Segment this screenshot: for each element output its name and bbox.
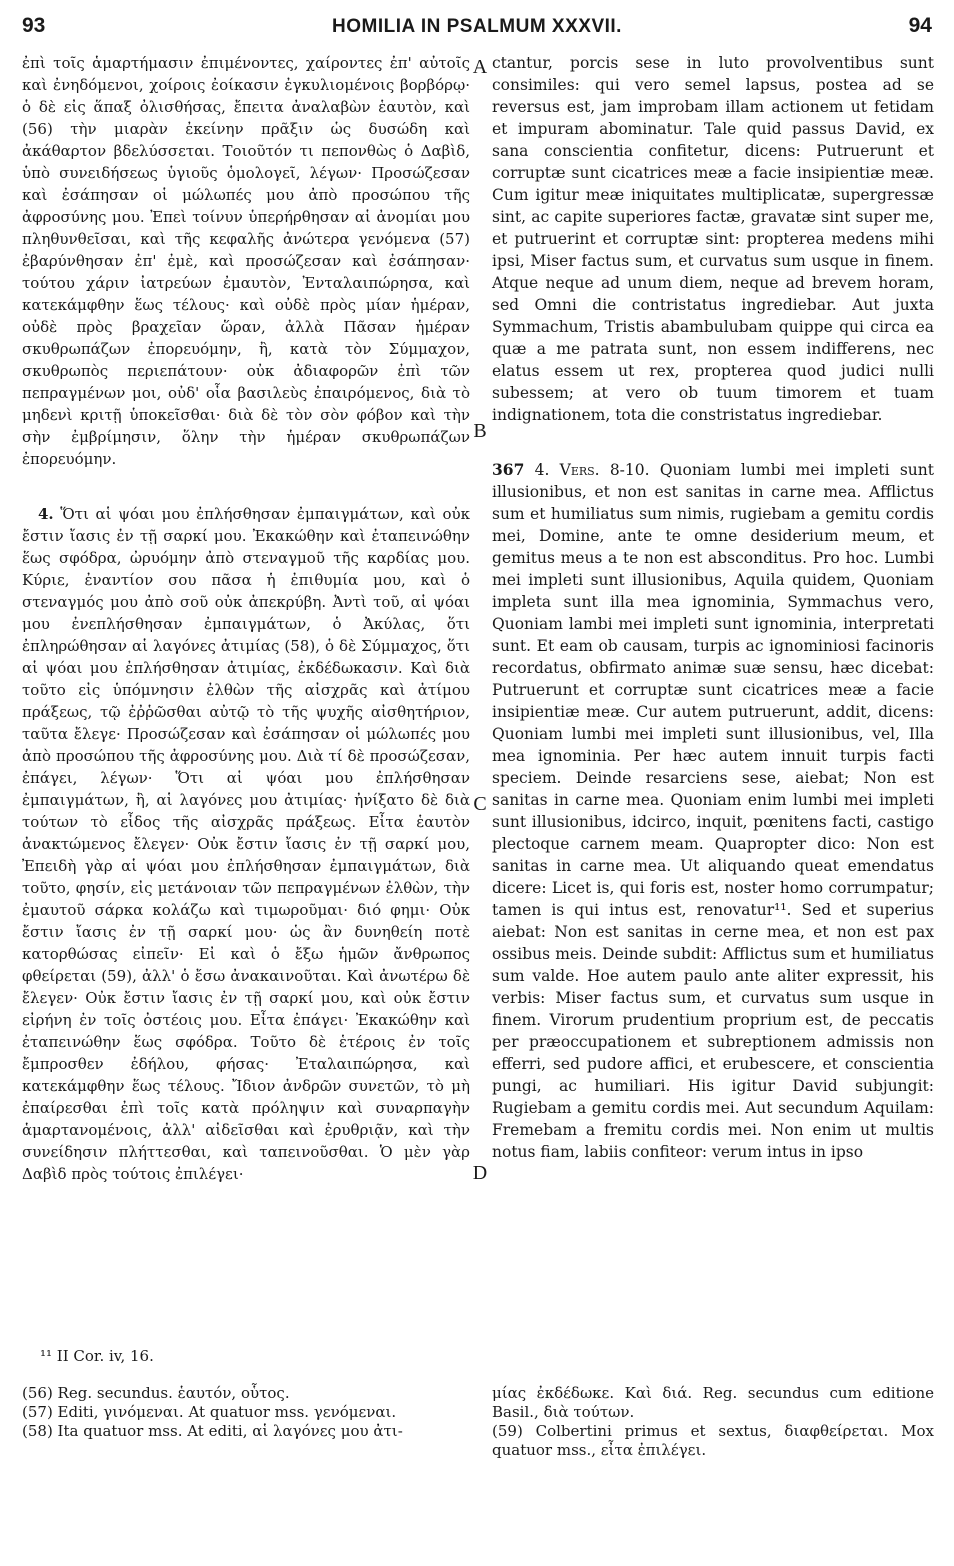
- running-title: HOMILIA IN PSALMUM XXXVII.: [332, 16, 622, 37]
- latin-paragraph-2-text: Quoniam lumbi mei impleti sunt illusionibus, et non est sanitas in carne mea. Afflictus sum et humiliatus sum nimis, rugiebam a gemitu cordis mei, Domine, ante te omne desiderium meum, et gemitus meus a te non est absconditus. Pro hoc. Lumbi mei impleti sunt illusionibus, Aquila quidem, Quoniam impleta sunt illa mea ignominia, Symmachus vero, Quoniam lambi mei impleti sunt ignominia, interpretati sunt. Et eam ob causam, turpis ac ignominiosi facinoris recordatus, obfirmato animæ suæ sensu, hæc dicebat: Putruerunt et corruptæ sunt cicatrices meæ a facie insipientiæ meæ. Cur autem putruerunt, addit, dicens: Quoniam lumbi mei impleti sunt illusionibus, vel, Illa mea ignominia. Per hæc autem innuit turpis facti speciem. Deinde resarciens sese, aiebat; Non est sanitas in carne mea. Quoniam enim lumbi mei impleti sunt illusionibus, idcirco, inquit, pœnitens facti, castigo plectoque carnem meam. Quapropter dico: Non est sanitas in carne mea. Ut aliquando queat emendatus dicere: Licet is, qui foris est, noster homo corrumpatur; tamen is qui intus est, renovatur¹¹. Sed et superius aiebat: Non est sanitas in cerne mea, et non est pax ossibus meis. Deinde subdit: Afflictus sum et humiliatus sum valde. Hoe autem paulo ante aliter expressit, his verbis: Miser factus sum, et curvatus sum usque in finem. Virorum prudentium proprium est, de peccatis per præoccupationem et subreptionem admissis non efferri, sed pudore affici, et erubescere, et conscientia pungi, ac humiliari. His igitur David subjungit: Rugiebam a gemitu cordis mei. Aut secundum Aquilam: Fremebam a fremitu cordis mei. Non enim ut multis notus fiam, labiis confiteor: verum intus in ipso: [492, 461, 934, 1161]
- footnote-59: (59) Colbertini primus et sextus, διαφθείρεται. Mox quatuor mss., εἶτα ἐπιλέγει.: [492, 1422, 934, 1459]
- greek-section-number: 4.: [38, 505, 54, 523]
- scripture-footnote: ¹¹ II Cor. iv, 16.: [40, 1347, 154, 1365]
- margin-marker-b: B: [473, 420, 487, 442]
- margin-marker-c: C: [473, 793, 487, 815]
- latin-paragraph-1: ctantur, porcis sese in luto provolventibus sunt consimiles: qui vero semel lapsus, postea ad se reversus est, jam improbam illam actionem ut fetidam et impuram abominatur. Tale quid passus David, ex sana conscientia confitetur, dicens: Putruerunt et corruptæ sunt cicatrices meæ a facie insipientiæ meæ. Cum igitur meæ iniquitates multiplicatæ, supergressæ sint, ac capite superiores factæ, gravatæ sint super me, et putruerint et corruptæ sint: propterea medens mihi ipsi, Miser factus sum, et curvatus sum usque in finem. Atque neque ad unum diem, neque ad brevem horam, sed Omni die contristatus ingrediebar. Aut juxta Symmachum, Tristis abambulubam quippe qui circa ea quæ a me patrata sunt, non essem indifferens, nec elatus essem ut rex, propterea quod judici nulli subessem; at vero ob tuum timorem et tuam indignationem, tota die constristatus ingrediebar.: [492, 54, 934, 424]
- page-number-right: 94: [908, 14, 932, 37]
- greek-paragraph-1: ἐπὶ τοῖς ἁμαρτήμασιν ἐπιμένοντες, χαίροντες ἐπ' αὐτοῖς καὶ ἐνηδόμενοι, χοίροις ἐοίκασιν ἐγκυλιομένοις βορβόρῳ· ὁ δὲ εἰς ἅπαξ ὀλισθήσας, ἔπειτα ἀναλαβὼν ἑαυτὸν, καὶ (56) τὴν μιαρὰν ἐκείνην πρᾶξιν ὡς δυσώδη καὶ ἀκάθαρτον βδελύσσεται. Τοιοῦτόν τι πεπονθὼς ὁ Δαβὶδ, ὑπὸ συνειδήσεως ὑγιοῦς ὁμολογεῖ, λέγων· Προσώζεσαν καὶ ἐσάπησαν οἱ μώλωπές μου ἀπὸ προσώπου τῆς ἀφροσύνης μου. Ἐπεὶ τοίνυν ὑπερήρθησαν αἱ ἀνομίαι μου πληθυνθεῖσαι, καὶ τῆς κεφαλῆς ἀνώτερα γενόμενα (57) ἐβαρύνθησαν ἐπ' ἐμὲ, καὶ προσώζεσαν καὶ ἐσάπησαν· τούτου χάριν ἰατρεύων ἐμαυτὸν, Ἐνταλαιπώρησα, καὶ κατεκάμφθην ἕως τέλους· καὶ οὐδὲ πρὸς μίαν ἡμέραν, οὐδὲ πρὸς βραχεῖαν ὥραν, ἀλλὰ Πᾶσαν ἡμέραν σκυθρωπάζων ἐπορευόμην, ἢ, κατὰ τὸν Σύμμαχον, σκυθρωπὸς περιεπάτουν· οὐκ ἀδιαφορῶν ἐπὶ τῶν πεπραγμένων μοι, οὐδ' οἷα βασιλεὺς ἐπαιρόμενος, διὰ τὸ μηδενὶ κριτῇ ὑποκεῖσθαι· διὰ δὲ τὸν σὸν φόβον καὶ τὴν σὴν ἐμβρίμησιν, ὅλην τὴν ἡμέραν σκυθρωπάζων ἐπορευόμην.: [22, 54, 470, 468]
- footnote-58-continued: μίας ἐκδέδωκε. Καὶ διά. Reg. secundus cum editione Basil., διὰ τούτων.: [492, 1384, 934, 1421]
- latin-section-number: 4.: [534, 461, 550, 479]
- verse-reference: Vers. 8-10.: [559, 461, 650, 479]
- greek-paragraph-2-text: Ὅτι αἱ ψόαι μου ἐπλήσθησαν ἐμπαιγμάτων, καὶ οὐκ ἔστιν ἴασις ἐν τῇ σαρκί μου. Ἐκακώθην καὶ ἐταπεινώθην ἕως σφόδρα, ὠρυόμην ἀπὸ στεναγμοῦ τῆς καρδίας μου. Κύριε, ἐναντίον σου πᾶσα ἡ ἐπιθυμία μου, καὶ ὁ στεναγμός μου ἀπὸ σοῦ οὐκ ἀπεκρύβη. Ἀντὶ τοῦ, αἱ ψόαι μου ἐνεπλήσθησαν ἐμπαιγμάτων, ὁ Ἀκύλας, ὅτι ἐπληρώθησαν αἱ λαγόνες ἀτιμίας (58), ὁ δὲ Σύμμαχος, ὅτι αἱ ψόαι μου ἐπλήσθησαν ἀτιμίας, ἐκδέδωκασιν. Καὶ διὰ τοῦτο εἰς ὑπόμνησιν ἐλθὼν τῆς αἰσχρᾶς καὶ ἀτίμου πράξεως, τῷ ἐῤῥῶσθαι αὐτῷ τὸ τῆς ψυχῆς αἰσθητήριον, ταῦτα ἔλεγε· Προσώζεσαν καὶ ἐσάπησαν οἱ μώλωπές μου ἀπὸ προσώπου τῆς ἀφροσύνης μου. Διὰ τί δὲ προσώζεσαν, ἐπάγει, λέγων· Ὅτι αἱ ψόαι μου ἐπλήσθησαν ἐμπαιγμάτων, ἢ, αἱ λαγόνες μου ἀτιμίας· ἠνίξατο δὲ διὰ τούτων τὸ εἶδος τῆς αἰσχρᾶς πράξεως. Εἶτα ἑαυτὸν ἀνακτώμενος ἔλεγεν· Οὐκ ἔστιν ἴασις ἐν τῇ σαρκί μου, Ἐπειδὴ γὰρ αἱ ψόαι μου ἐπλήσθησαν ἐμπαιγμάτων, διὰ τοῦτο, φησίν, εἰς μετάνοιαν τῶν πεπραγμένων ἐλθὼν, τὴν ἐμαυτοῦ σάρκα κολάζω καὶ τιμωροῦμαι· διό φημι· Οὐκ ἔστιν ἴασις ἐν τῇ σαρκί μου· ὡς ἂν δυνηθείη ποτὲ κατορθώσας εἰπεῖν· Εἰ καὶ ὁ ἔξω ἡμῶν ἄνθρωπος φθείρεται (59), ἀλλ' ὁ ἔσω ἀνακαινοῦται. Καὶ ἀνωτέρω δὲ ἔλεγεν· Οὐκ ἔστιν ἴασις ἐν τῇ σαρκί μου, καὶ οὐκ ἔστιν εἰρήνη ἐν τοῖς ὀστέοις μου. Εἶτα ἐπάγει· Ἐκακώθην καὶ ἐταπεινώθην ἕως σφόδρα. Τοῦτο δὲ ἑτέροις ἐν τοῖς ἔμπροσθεν ἐδήλου, φήσας· Ἐταλαιπώρησα, καὶ κατεκάμφθην ἕως τέλους. Ἴδιον ἀνδρῶν συνετῶν, τὸ μὴ ἐπαίρεσθαι ἐπὶ τοῖς κατὰ πρόληψιν καὶ συναρπαγὴν ἁμαρτανομένοις, ἀλλ' αἰδεῖσθαι καὶ ἐρυθριᾷν, καὶ τὴν συνείδησιν πλήττεσθαι, καὶ ταπεινοῦσθαι. Ὁ μὲν γὰρ Δαβὶδ πρὸς τούτοις ἐπιλέγει·: [22, 505, 470, 1183]
- margin-marker-d: D: [472, 1162, 488, 1184]
- footnotes-left: [22, 1384, 472, 1441]
- marginal-section-number: 367: [492, 460, 525, 479]
- footnote-57: (57) Editi, γινόμεναι. At quatuor mss. γενόμεναι.: [22, 1403, 397, 1421]
- greek-paragraph-2: [22, 503, 470, 1185]
- footnotes-right: [492, 1384, 934, 1460]
- margin-marker-a: A: [472, 56, 488, 78]
- running-header: [22, 14, 932, 44]
- footnote-56: (56) Reg. secundus. ἑαυτόν, οὗτος.: [22, 1384, 290, 1402]
- page-number-left: 93: [22, 14, 46, 37]
- latin-paragraph-2: [492, 459, 934, 1163]
- greek-column: [22, 52, 470, 1185]
- footnote-58: (58) Ita quatuor mss. At editi, αἱ λαγόνες μου ἀτι-: [22, 1422, 403, 1440]
- latin-column: [492, 52, 934, 1163]
